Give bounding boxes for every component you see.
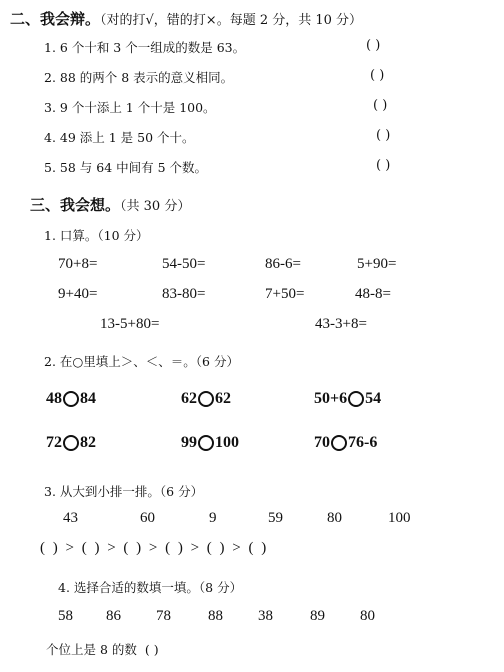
compare-right: 100 [215, 434, 239, 451]
judge-answer-5[interactable]: ( ) [376, 158, 391, 173]
calc-7[interactable]: 7+50= [265, 286, 305, 302]
compare-right: 54 [365, 390, 382, 407]
judge-item-5: 5. 58 与 64 中间有 5 个数。 [44, 160, 208, 175]
choice-number: 86 [106, 608, 121, 624]
judge-item-3: 3. 9 个十添上 1 个十是 100。 [44, 100, 216, 115]
compare-left: 48 [46, 390, 62, 407]
sort-number: 9 [209, 510, 217, 526]
sort-number: 59 [268, 510, 283, 526]
compare-right: 82 [80, 434, 96, 451]
judge-item-4: 4. 49 添上 1 是 50 个十。 [44, 130, 195, 145]
calc-3[interactable]: 86-6= [265, 256, 301, 272]
q2-title: 2. 在○里填上＞、＜、＝。（6 分） [44, 354, 239, 369]
sort-number: 80 [327, 510, 342, 526]
compare-left: 99 [181, 434, 197, 451]
choice-number: 80 [360, 608, 375, 624]
compare-left: 50+6 [314, 390, 348, 407]
calc-8[interactable]: 48-8= [355, 286, 391, 302]
compare-4 [46, 434, 96, 452]
compare-right: 84 [80, 390, 96, 407]
q4-title: 4. 选择合适的数填一填。（8 分） [58, 580, 243, 595]
fill-line-1 [46, 640, 159, 658]
judge-item-1: 1. 6 个十和 3 个一组成的数是 63。 [44, 40, 246, 55]
judge-answer-3[interactable]: ( ) [373, 98, 388, 113]
compare-6 [314, 434, 377, 452]
section-2-title: 二、我会辩。 [10, 10, 101, 28]
section-2-note: （对的打√，错的打×。每题 2 分，共 10 分） [100, 13, 363, 28]
compare-5 [181, 434, 239, 452]
fill-line-blank[interactable]: ( ) [144, 642, 159, 657]
compare-circle-icon[interactable] [331, 435, 347, 451]
choice-number: 88 [208, 608, 223, 624]
compare-circle-icon[interactable] [198, 435, 214, 451]
compare-circle-icon[interactable] [63, 391, 79, 407]
judge-answer-1[interactable]: ( ) [366, 38, 381, 53]
q3-title: 3. 从大到小排一排。（6 分） [44, 484, 204, 499]
sort-number: 43 [63, 510, 78, 526]
compare-right: 76-6 [348, 434, 378, 451]
compare-left: 72 [46, 434, 62, 451]
section-3-heading [30, 194, 190, 215]
section-3-note: （共 30 分） [120, 199, 191, 214]
compare-2 [181, 390, 231, 408]
calc-5[interactable]: 9+40= [58, 286, 98, 302]
sort-number: 100 [388, 510, 411, 526]
calc-4[interactable]: 5+90= [357, 256, 397, 272]
judge-answer-2[interactable]: ( ) [370, 68, 385, 83]
compare-circle-icon[interactable] [63, 435, 79, 451]
sort-number: 60 [140, 510, 155, 526]
calc-10[interactable]: 43-3+8= [315, 316, 367, 332]
compare-1 [46, 390, 96, 408]
compare-3 [314, 390, 381, 408]
compare-right: 62 [215, 390, 231, 407]
order-answer-line[interactable]: ( ) > ( ) > ( ) > ( ) > ( ) > ( ) [40, 540, 267, 556]
compare-left: 62 [181, 390, 197, 407]
compare-left: 70 [314, 434, 330, 451]
compare-circle-icon[interactable] [348, 391, 364, 407]
section-3-title: 三、我会想。 [30, 196, 121, 214]
calc-2[interactable]: 54-50= [162, 256, 206, 272]
choice-number: 78 [156, 608, 171, 624]
choice-number: 89 [310, 608, 325, 624]
fill-line-label: 个位上是 8 的数 [46, 642, 137, 657]
calc-6[interactable]: 83-80= [162, 286, 206, 302]
q1-title: 1. 口算。（10 分） [44, 228, 149, 243]
judge-item-2: 2. 88 的两个 8 表示的意义相同。 [44, 70, 234, 85]
choice-number: 38 [258, 608, 273, 624]
calc-1[interactable]: 70+8= [58, 256, 98, 272]
calc-9[interactable]: 13-5+80= [100, 316, 160, 332]
judge-answer-4[interactable]: ( ) [376, 128, 391, 143]
section-2-heading [10, 8, 362, 29]
compare-circle-icon[interactable] [198, 391, 214, 407]
choice-number: 58 [58, 608, 73, 624]
